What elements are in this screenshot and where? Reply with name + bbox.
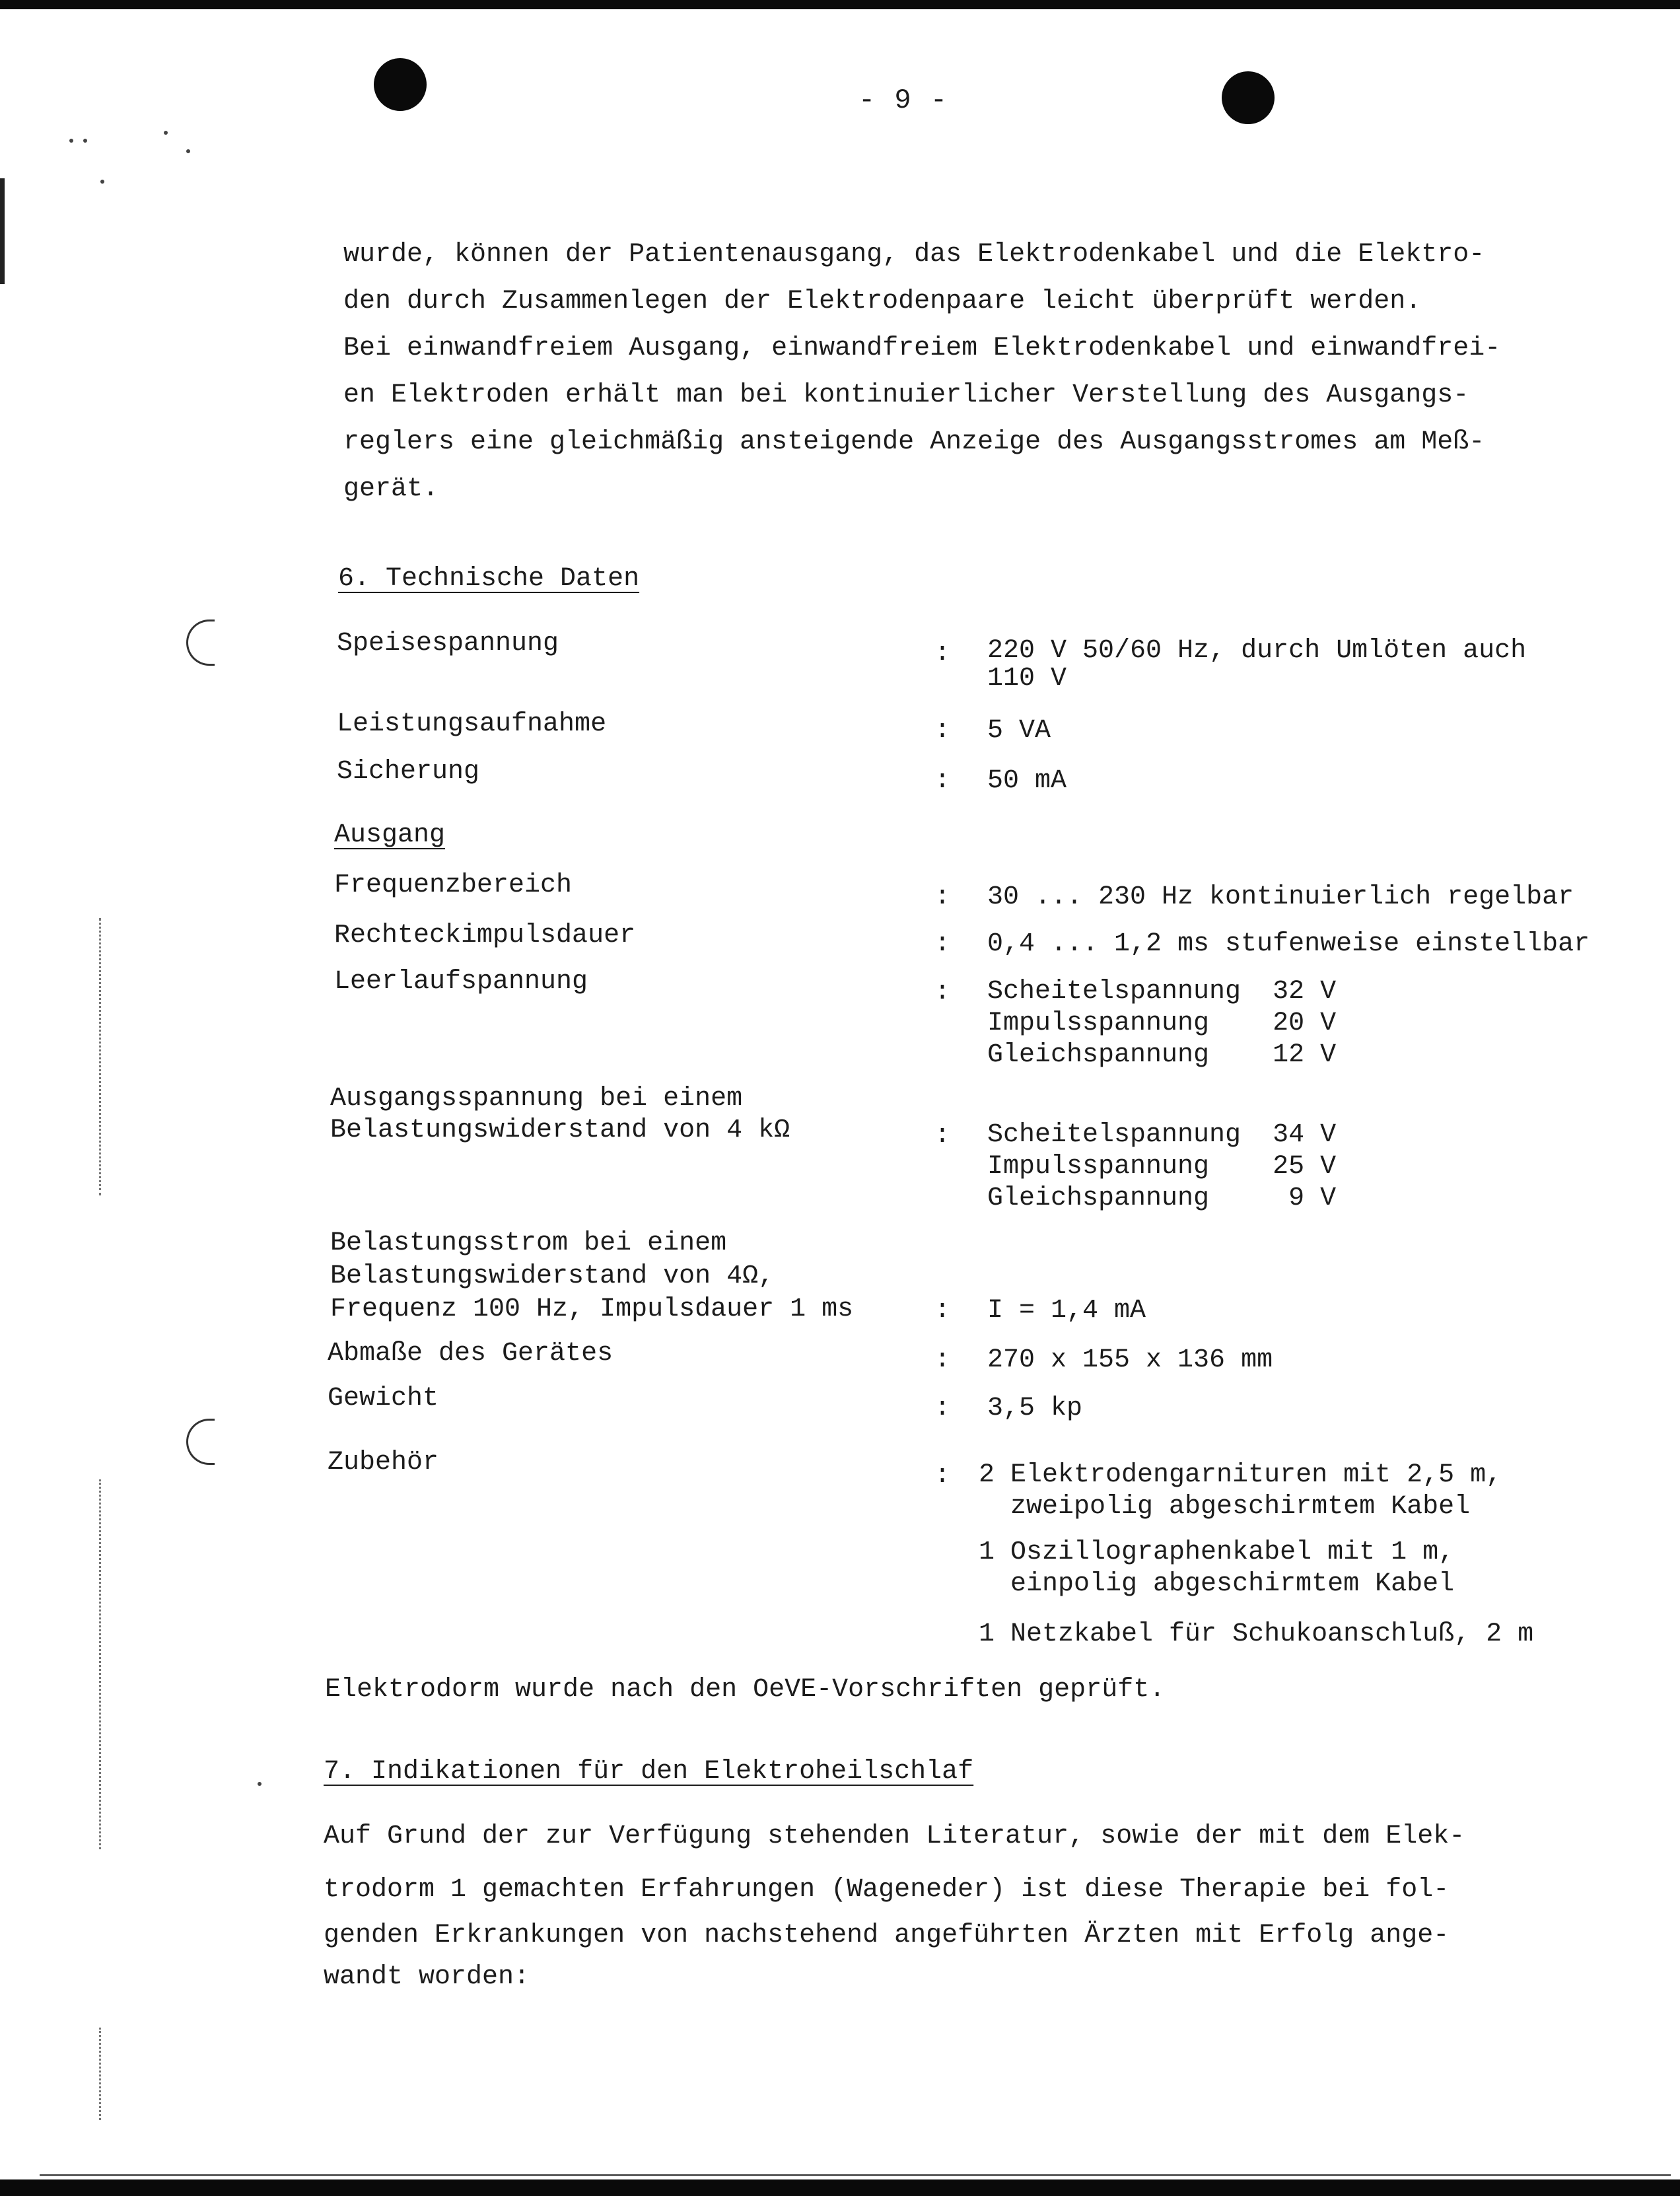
scan-bottom-border xyxy=(0,2179,1680,2196)
text-line: wurde, können der Patientenausgang, das Elektrodenkabel und die Elektro- xyxy=(343,240,1485,269)
spec-label: Leistungsaufnahme xyxy=(337,709,607,739)
scan-left-edge xyxy=(0,178,5,284)
spec-separator: : xyxy=(934,1345,951,1375)
section-heading-technische-daten: 6. Technische Daten xyxy=(338,564,640,594)
text-line: en Elektroden erhält man bei kontinuierlicher Verstellung des Ausgangs- xyxy=(343,380,1469,410)
spec-separator: : xyxy=(934,1394,951,1423)
text-line: wandt worden: xyxy=(324,1962,530,1992)
spec-value: I = 1,4 mA xyxy=(987,1296,1146,1326)
accessory-item: 1 Oszillographenkabel mit 1 m, einpolig abgeschirmtem Kabel xyxy=(979,1538,1455,1599)
scan-bottom-rule xyxy=(40,2174,1671,2176)
margin-marks xyxy=(99,918,106,1195)
spec-label: Sicherung xyxy=(337,757,480,787)
spec-label: Zubehör xyxy=(328,1448,439,1477)
spec-label: Rechteckimpulsdauer xyxy=(334,921,636,950)
subheading-ausgang: Ausgang xyxy=(334,820,446,850)
spec-value: 50 mA xyxy=(987,766,1067,796)
text-line: Auf Grund der zur Verfügung stehenden Literatur, sowie der mit dem Elek- xyxy=(324,1822,1465,1851)
text-line: gerät. xyxy=(343,474,439,504)
binder-ring-mark xyxy=(186,620,215,666)
spec-separator: : xyxy=(934,1461,951,1491)
spec-value: Scheitelspannung 32 V Impulsspannung 20 V Gleichspannung 12 V xyxy=(987,977,1337,1070)
margin-marks xyxy=(99,2028,106,2120)
text-line: trodorm 1 gemachten Erfahrungen (Wageneder) ist diese Therapie bei fol- xyxy=(324,1875,1450,1905)
speck xyxy=(100,180,104,184)
accessory-item: 1 Netzkabel für Schukoanschluß, 2 m xyxy=(979,1619,1534,1649)
spec-label: Belastungsstrom bei einem Belastungswiderstand von 4Ω, Frequenz 100 Hz, Impulsdauer 1 ms xyxy=(330,1228,854,1324)
section-heading-indikationen: 7. Indikationen für den Elektroheilschlaf xyxy=(324,1757,974,1787)
text-line: reglers eine gleichmäßig ansteigende Anzeige des Ausgangsstromes am Meß- xyxy=(343,427,1485,457)
speck xyxy=(258,1782,262,1786)
speck xyxy=(186,149,190,153)
test-note: Elektrodorm wurde nach den OeVE-Vorschriften geprüft. xyxy=(325,1675,1166,1705)
spec-separator: : xyxy=(934,1121,951,1151)
spec-value: Scheitelspannung 34 V Impulsspannung 25 V Gleichspannung 9 V xyxy=(987,1120,1337,1213)
text-line: Bei einwandfreiem Ausgang, einwandfreiem Elektrodenkabel und einwandfrei- xyxy=(343,334,1501,363)
spec-value: 3,5 kp xyxy=(987,1394,1083,1423)
accessory-item: 2 Elektrodengarnituren mit 2,5 m, zweipolig abgeschirmtem Kabel xyxy=(979,1460,1502,1522)
spec-label: Ausgangsspannung bei einem Belastungswiderstand von 4 kΩ xyxy=(330,1084,790,1145)
spec-separator: : xyxy=(934,977,951,1007)
spec-separator: : xyxy=(934,929,951,959)
speck xyxy=(164,131,168,135)
punch-hole-left xyxy=(374,58,427,111)
spec-separator: : xyxy=(934,639,951,668)
margin-marks xyxy=(99,1479,106,1849)
spec-separator: : xyxy=(934,766,951,796)
spec-label: Speisespannung xyxy=(337,629,559,658)
spec-value: 0,4 ... 1,2 ms stufenweise einstellbar xyxy=(987,929,1590,959)
spec-separator: : xyxy=(934,1296,951,1326)
page-number: - 9 - xyxy=(858,85,949,116)
spec-value: 30 ... 230 Hz kontinuierlich regelbar xyxy=(987,882,1574,912)
spec-value: 5 VA xyxy=(987,716,1051,746)
spec-value: 220 V 50/60 Hz, durch Umlöten auch 110 V xyxy=(987,636,1527,693)
text-line: den durch Zusammenlegen der Elektrodenpaare leicht überprüft werden. xyxy=(343,287,1422,316)
text-line: genden Erkrankungen von nachstehend angeführten Ärzten mit Erfolg ange- xyxy=(324,1921,1450,1950)
spec-value: 270 x 155 x 136 mm xyxy=(987,1345,1273,1375)
spec-label: Gewicht xyxy=(328,1384,439,1413)
punch-hole-right xyxy=(1222,71,1275,124)
speck xyxy=(69,139,73,143)
spec-separator: : xyxy=(934,716,951,746)
spec-label: Frequenzbereich xyxy=(334,870,573,900)
speck xyxy=(83,139,87,143)
spec-label: Leerlaufspannung xyxy=(334,967,588,997)
binder-ring-mark xyxy=(186,1419,215,1465)
scan-top-border xyxy=(0,0,1680,9)
spec-label: Abmaße des Gerätes xyxy=(328,1339,613,1368)
spec-separator: : xyxy=(934,882,951,912)
